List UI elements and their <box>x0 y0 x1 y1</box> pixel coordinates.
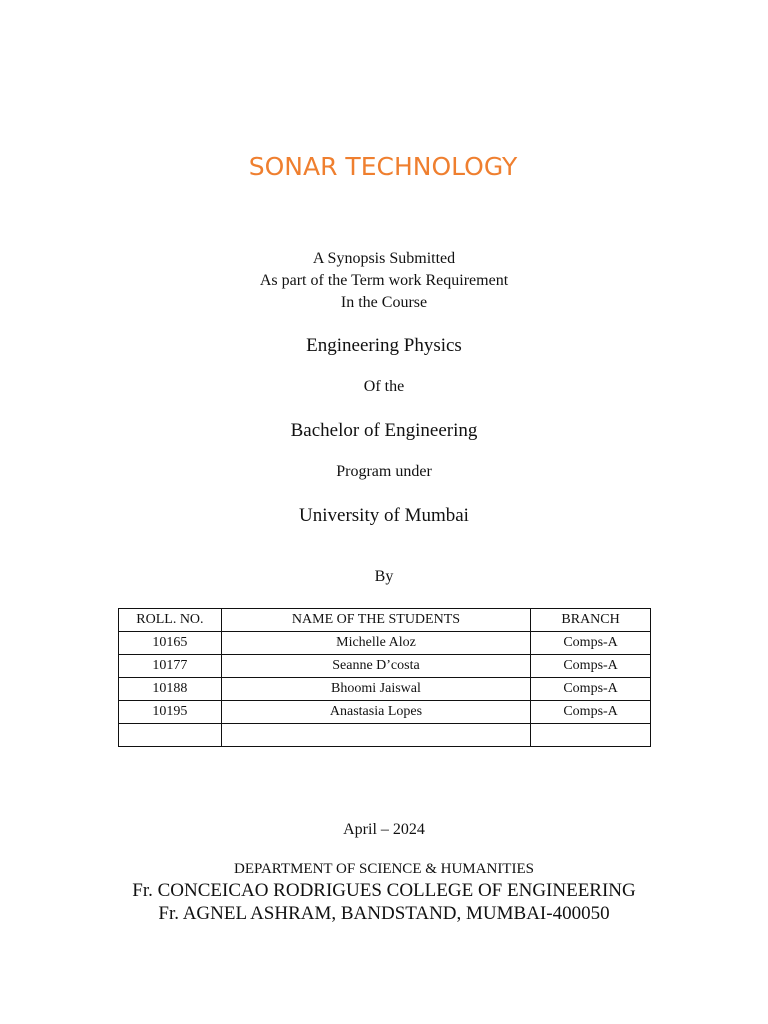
roll-no-cell: 10188 <box>119 678 222 701</box>
college-name: Fr. CONCEICAO RODRIGUES COLLEGE OF ENGINEERING <box>132 880 636 901</box>
table-row <box>119 701 651 724</box>
department-name: DEPARTMENT OF SCIENCE & HUMANITIES <box>234 861 534 877</box>
synopsis-line-2: As part of the Term work Requirement <box>259 272 509 289</box>
by-label: By <box>374 568 394 585</box>
table-row <box>119 678 651 701</box>
synopsis-line-1: A Synopsis Submitted <box>312 250 456 267</box>
course-name: Engineering Physics <box>306 335 462 356</box>
university-name: University of Mumbai <box>299 505 469 526</box>
student-name-cell <box>221 724 530 747</box>
student-name-cell: Anastasia Lopes <box>221 701 530 724</box>
branch-cell: Comps-A <box>531 655 651 678</box>
student-name-cell: Bhoomi Jaiswal <box>221 678 530 701</box>
degree-name: Bachelor of Engineering <box>290 420 478 441</box>
table-row-empty <box>119 724 651 747</box>
header-roll-no: ROLL. NO. <box>119 609 222 632</box>
roll-no-cell: 10177 <box>119 655 222 678</box>
synopsis-line-3: In the Course <box>340 294 428 311</box>
table-row <box>119 632 651 655</box>
branch-cell: Comps-A <box>531 632 651 655</box>
program-under-label: Program under <box>336 463 432 480</box>
table-header-row <box>119 609 651 632</box>
students-table <box>118 608 651 747</box>
document-title: SONAR TECHNOLOGY <box>248 152 518 181</box>
table-row <box>119 655 651 678</box>
branch-cell: Comps-A <box>531 678 651 701</box>
student-name-cell: Seanne D’costa <box>221 655 530 678</box>
submission-date: April – 2024 <box>343 821 425 838</box>
roll-no-cell <box>119 724 222 747</box>
header-student-name: NAME OF THE STUDENTS <box>221 609 530 632</box>
branch-cell: Comps-A <box>531 701 651 724</box>
of-the-label: Of the <box>363 378 405 395</box>
header-branch: BRANCH <box>531 609 651 632</box>
student-name-cell: Michelle Aloz <box>221 632 530 655</box>
branch-cell <box>531 724 651 747</box>
roll-no-cell: 10195 <box>119 701 222 724</box>
college-address: Fr. AGNEL ASHRAM, BANDSTAND, MUMBAI-400050 <box>158 903 610 924</box>
roll-no-cell: 10165 <box>119 632 222 655</box>
